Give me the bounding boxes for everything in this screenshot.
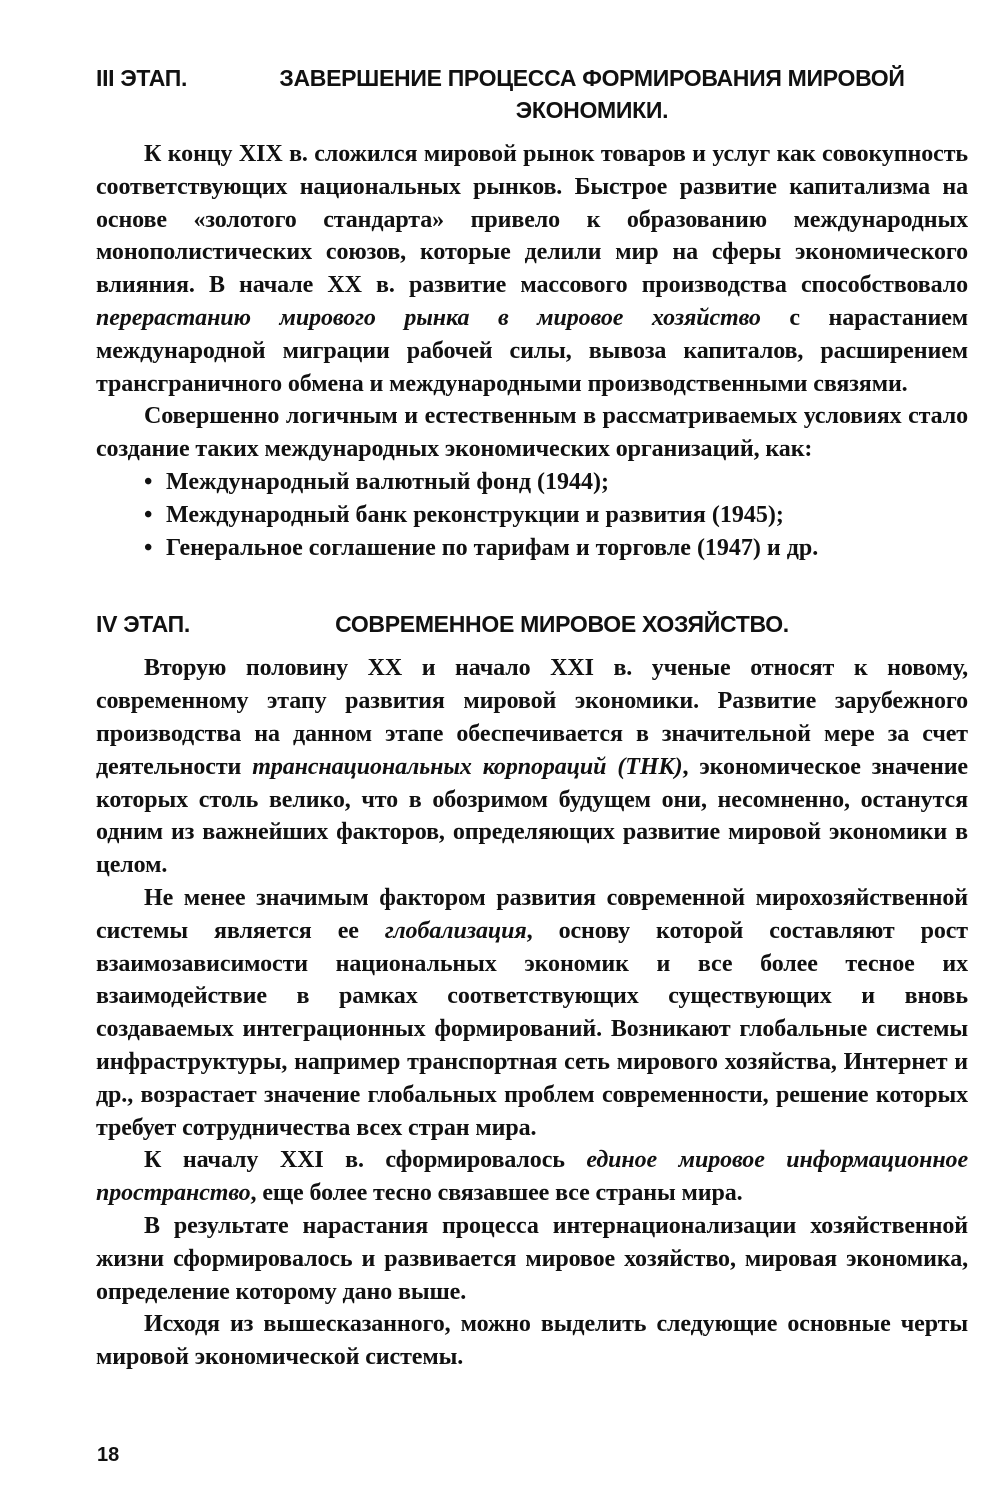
stage-label: IV ЭТАП. [96, 611, 190, 638]
paragraph [96, 882, 968, 1144]
paragraph [96, 1144, 968, 1210]
bullet-list [96, 466, 968, 564]
paragraph [96, 652, 968, 882]
stage-title: ЗАВЕРШЕНИЕ ПРОЦЕССА ФОРМИРОВАНИЯ МИРОВОЙ ЭКОНОМИКИ. [279, 65, 905, 123]
list-item: • Генеральное соглашение по тарифам и торговле (1947) и др. [144, 532, 968, 565]
paragraph: Исходя из вышесказанного, можно выделить следующие основные черты мировой экономической системы. [96, 1311, 968, 1371]
section-heading-stage-3 [96, 62, 968, 126]
stage-label: III ЭТАП. [96, 65, 188, 91]
list-item: • Международный валютный фонд (1944); [144, 466, 968, 499]
paragraph-text: , экономическое значение которых столь велико, что в обозримом будущем они, несомненно, останутся одним из важнейших факторов, определяющих развитие мировой экономики в целом. [96, 753, 968, 879]
list-item: • Международный банк реконструкции и развития (1945); [144, 499, 968, 532]
stage-title: СОВРЕМЕННОЕ МИРОВОЕ ХОЗЯЙСТВО. [335, 611, 789, 638]
page-number: 18 [97, 1444, 120, 1466]
paragraph-text: с нарастанием международной миграции рабочей силы, вывоза капиталов, расширением трансграничного обмена и международными производственными связями. [96, 304, 968, 397]
emphasized-term: транснациональных корпораций (ТНК) [252, 753, 683, 780]
paragraph-text: Не менее значимым фактором развития современной мирохозяйственной системы является ее [96, 884, 968, 944]
paragraph: В результате нарастания процесса интернационализации хозяйственной жизни сформировалось и развивается мировое хозяйство, мировая экономика, определение которому дано выше. [96, 1212, 968, 1305]
emphasized-term: глобализация [384, 917, 527, 944]
paragraph-text: , основу которой составляют рост взаимозависимости национальных экономик и все более тесное их взаимодействие в рамках соответствующих существующих и вновь создаваемых интеграционных формирований. Возникают глобальные системы инфраструктуры, например транспортная сеть мирового хозяйства, Интернет и др., возрастает значение глобальных проблем современности, решение которых требует сотрудничества всех стран мира. [96, 917, 968, 1141]
paragraph: Совершенно логичным и естественным в рассматриваемых условиях стало создание таких международных экономических организаций, как: [96, 403, 968, 463]
paragraph [96, 138, 968, 400]
paragraph-text: Вторую половину XX и начало XXI в. ученые относят к новому, современному этапу развития мировой экономики. Развитие зарубежного производства на данном этапе обеспечивается в значительной мере за счет деятельности [96, 655, 968, 780]
text-column [96, 62, 968, 1374]
paragraph-text: К началу XXI в. сформировалось [144, 1147, 587, 1174]
section-heading-stage-4 [96, 608, 968, 640]
emphasized-term: единое мировое информационное пространство [96, 1147, 968, 1207]
paragraph-text: , еще более тесно связавшее все страны мира. [250, 1180, 743, 1207]
emphasized-term: перерастанию мирового рынка в мировое хозяйство [96, 304, 761, 331]
paragraph-text: К концу XIX в. сложился мировой рынок товаров и услуг как совокупность соответствующих национальных рынков. Быстрое развитие капитализма на основе «золотого стандарта» привело к образованию международных монополистических союзов, которые делили мир на сферы экономического влияния. В начале XX в. развитие массового производства способствовало [96, 141, 968, 299]
